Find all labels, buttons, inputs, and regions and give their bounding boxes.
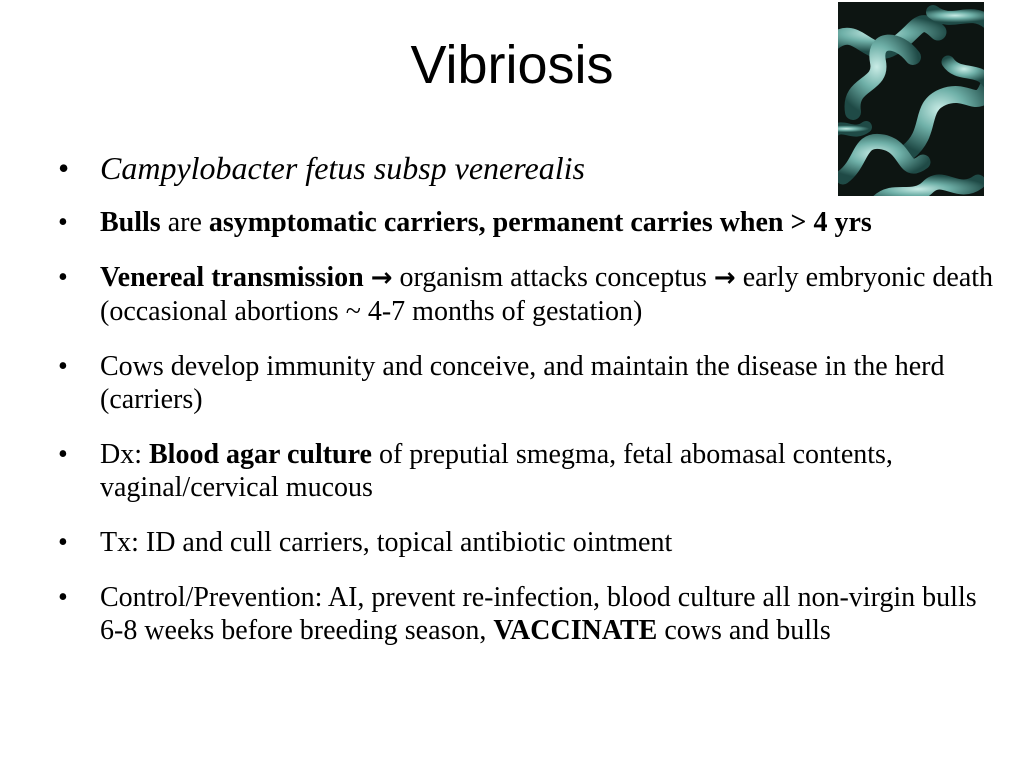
bullet-icon: •	[58, 150, 70, 186]
transmission-text-2: early embryonic death (occasional abortions ~ 4-7 months of gestation)	[100, 262, 994, 327]
blood-agar-label: Blood agar culture	[149, 439, 372, 470]
vaccinate-label: VACCINATE	[493, 615, 658, 646]
bullet-treatment	[58, 526, 998, 559]
bulls-label: Bulls	[100, 207, 161, 238]
organism-name: Campylobacter fetus subsp venerealis	[100, 150, 585, 186]
bullet-organism	[58, 148, 830, 188]
bullet-control-prevention	[58, 581, 998, 647]
bullet-icon: •	[58, 527, 68, 558]
bullet-list	[58, 148, 998, 669]
control-text: Control/Prevention: AI, prevent re-infection, blood culture all non-virgin bulls 6-8 weeks before breeding season,	[100, 582, 977, 646]
diagnosis-text: of preputial smegma, fetal abomasal contents, vaginal/cervical mucous	[100, 439, 893, 503]
bullet-icon: •	[58, 351, 68, 382]
bullet-icon: •	[58, 262, 68, 293]
control-text-end: cows and bulls	[657, 615, 831, 646]
bulls-text: are	[160, 207, 209, 238]
treatment-text: Tx: ID and cull carriers, topical antibiotic ointment	[100, 527, 673, 558]
bullet-icon: •	[58, 582, 68, 613]
transmission-text-1: organism attacks conceptus	[392, 262, 714, 293]
bullet-bulls-carriers	[58, 206, 998, 239]
arrow-right-icon: →	[713, 263, 736, 293]
bullet-icon: •	[58, 439, 68, 470]
transmission-label: Venereal transmission	[100, 262, 364, 293]
carriers-text: asymptomatic carriers, permanent carries when > 4 yrs	[208, 207, 872, 238]
diagnosis-prefix: Dx:	[100, 439, 149, 470]
bullet-icon: •	[58, 207, 68, 238]
slide-title: Vibriosis	[410, 35, 614, 95]
cows-immunity-text: Cows develop immunity and conceive, and maintain the disease in the herd (carriers)	[100, 351, 945, 415]
bullet-diagnosis	[58, 438, 998, 504]
arrow-right-icon: →	[370, 263, 393, 293]
bullet-cows-immunity	[58, 350, 998, 416]
bullet-transmission	[58, 261, 998, 328]
